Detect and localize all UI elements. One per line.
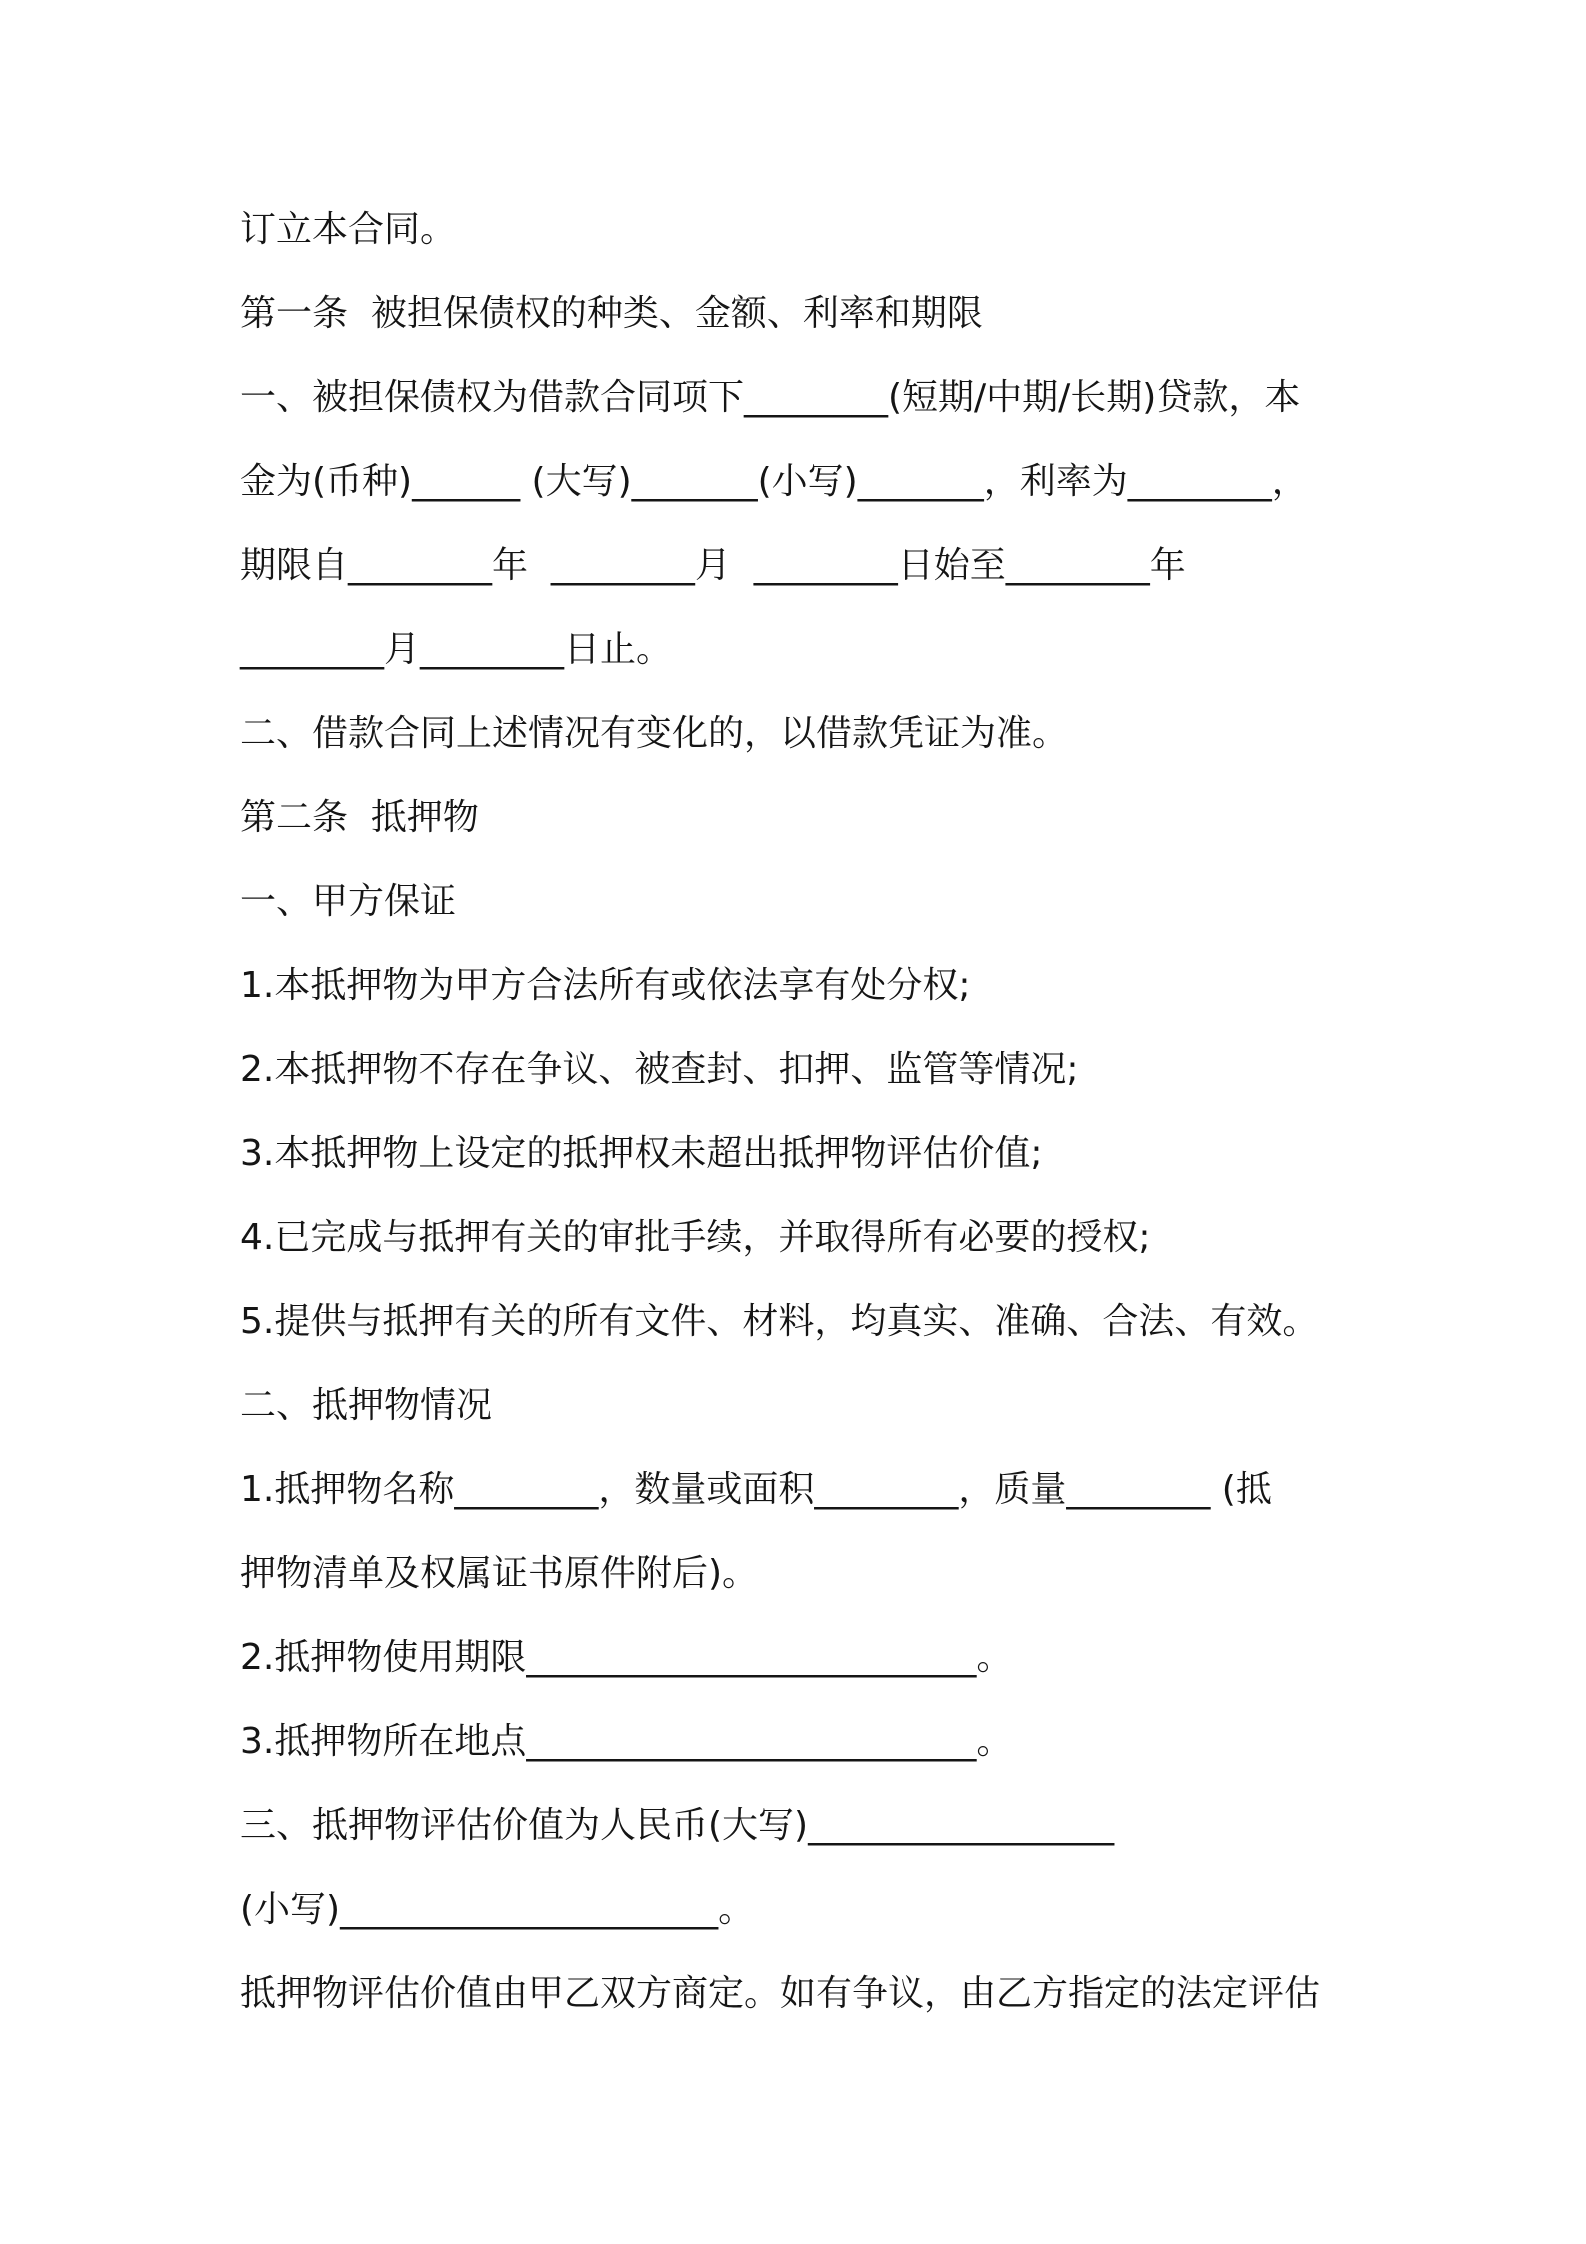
article-1-heading: 第一条 被担保债权的种类、金额、利率和期限	[240, 293, 983, 334]
section-heading: 三、抵押物评估价值为人民币(大写)_________________	[240, 1805, 1115, 1846]
article-2-heading: 第二条 抵押物	[240, 797, 479, 838]
contract-text-line: ________月________日止。	[240, 629, 673, 670]
list-item: 4.已完成与抵押有关的审批手续，并取得所有必要的授权;	[240, 1217, 1151, 1258]
list-item: 2.本抵押物不存在争议、被查封、扣押、监管等情况;	[240, 1049, 1079, 1090]
contract-text-line: 一、被担保债权为借款合同项下________(短期/中期/长期)贷款，本	[240, 377, 1301, 418]
contract-text-line: 押物清单及权属证书原件附后)。	[240, 1553, 759, 1594]
contract-text-line: 二、借款合同上述情况有变化的，以借款凭证为准。	[240, 713, 1069, 754]
list-item: 5.提供与抵押有关的所有文件、材料，均真实、准确、合法、有效。	[240, 1301, 1319, 1342]
list-item: 1.抵押物名称________，数量或面积________，质量________ (抵	[240, 1469, 1272, 1510]
list-item: 3.抵押物所在地点_________________________。	[240, 1721, 1013, 1762]
contract-text-line: 订立本合同。	[240, 209, 457, 250]
section-heading: 二、抵押物情况	[240, 1385, 493, 1426]
list-item: 2.抵押物使用期限_________________________。	[240, 1637, 1013, 1678]
contract-text-line: 抵押物评估价值由甲乙双方商定。如有争议，由乙方指定的法定评估	[240, 1973, 1321, 2014]
section-heading: 一、甲方保证	[240, 881, 457, 922]
contract-text-line: (小写)_____________________。	[240, 1889, 755, 1930]
list-item: 3.本抵押物上设定的抵押权未超出抵押物评估价值;	[240, 1133, 1043, 1174]
contract-text-line: 金为(币种)______ (大写)_______(小写)_______，利率为________，	[240, 461, 1308, 502]
list-item: 1.本抵押物为甲方合法所有或依法享有处分权;	[240, 965, 971, 1006]
contract-text-line: 期限自________年 ________月 ________日始至________年	[240, 545, 1186, 586]
